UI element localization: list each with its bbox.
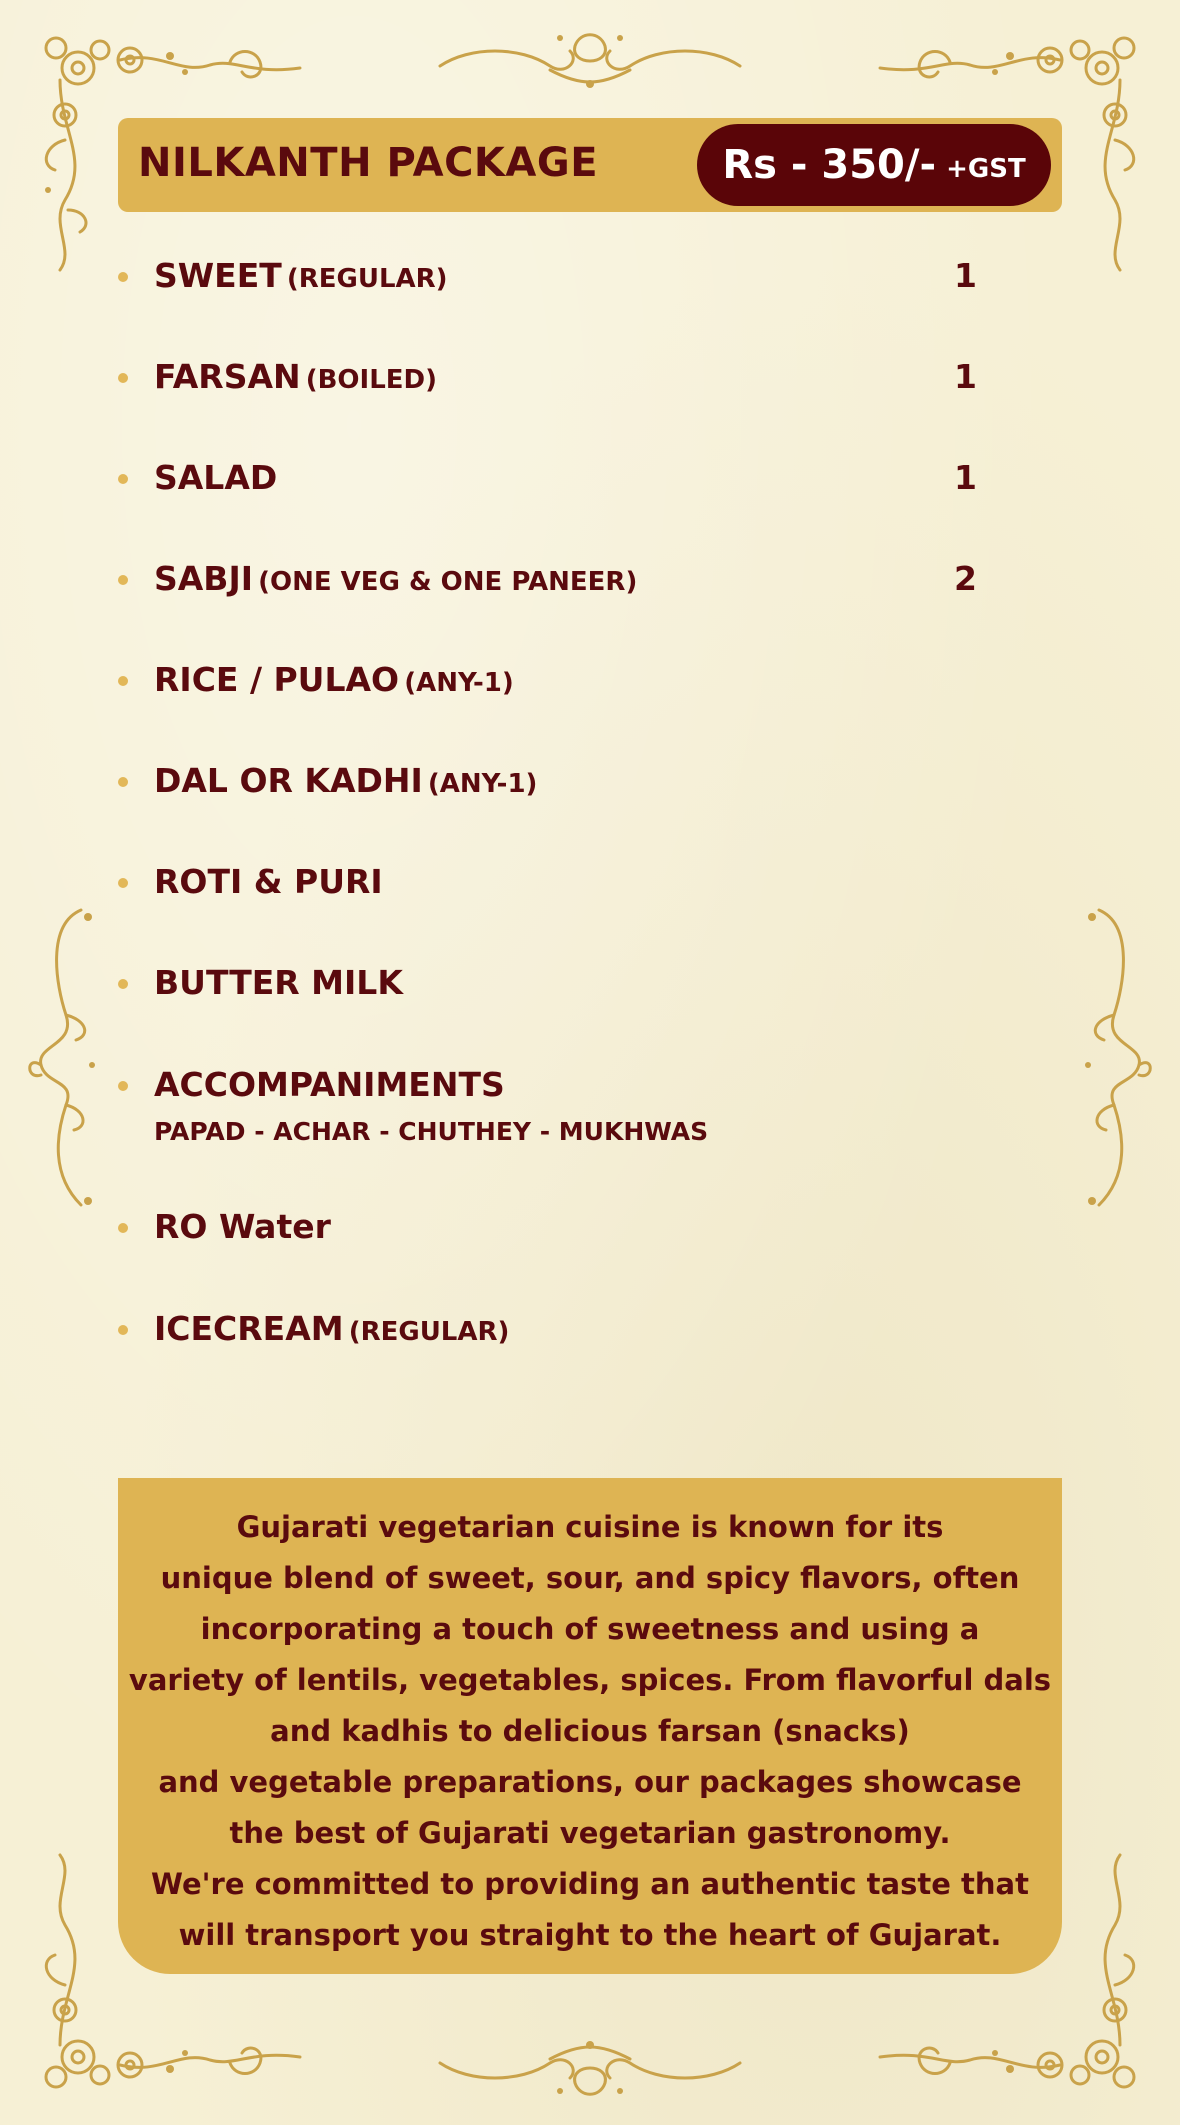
description-line: incorporating a touch of sweetness and using a (200, 1612, 980, 1646)
top-center-scroll-ornament (430, 26, 750, 96)
item-name: RO Water (154, 1207, 331, 1246)
item-name: SALAD (154, 458, 278, 497)
bullet-dot (118, 474, 128, 484)
price-gst-suffix: +GST (946, 154, 1026, 184)
item-note: (ANY-1) (404, 668, 514, 698)
description-line: unique blend of sweet, sour, and spicy flavors, often (160, 1561, 1020, 1595)
bullet-dot (118, 979, 128, 989)
bullet-dot (118, 373, 128, 383)
item-note: (BOILED) (305, 365, 438, 395)
item-name: SABJI (154, 559, 254, 598)
item-name: BUTTER MILK (154, 963, 403, 1002)
item-quantity: 1 (954, 458, 977, 497)
description-line: and kadhis to delicious farsan (snacks) (270, 1714, 910, 1748)
item-name: DAL OR KADHI (154, 761, 423, 800)
price-badge (697, 124, 1051, 206)
item-quantity: 2 (954, 559, 977, 598)
item-note: (REGULAR) (348, 1317, 510, 1347)
item-name: ACCOMPANIMENTS (154, 1065, 505, 1104)
item-note: (ANY-1) (427, 769, 538, 799)
description-line: We're committed to providing an authentic taste that (151, 1867, 1029, 1901)
bottom-center-scroll-ornament (430, 2033, 750, 2103)
bullet-dot (118, 777, 128, 787)
description-line: and vegetable preparations, our packages showcase (158, 1765, 1022, 1799)
description-line: the best of Gujarati vegetarian gastronomy. (229, 1816, 951, 1850)
package-price: Rs - 350/- (722, 142, 937, 188)
description-line: Gujarati vegetarian cuisine is known for its (236, 1510, 944, 1544)
bullet-dot (118, 575, 128, 585)
item-quantity: 1 (954, 357, 977, 396)
left-side-scroll-ornament (26, 905, 106, 1215)
item-name: FARSAN (154, 357, 301, 396)
item-name: ICECREAM (154, 1309, 344, 1348)
cuisine-description-box (118, 1478, 1062, 1974)
package-header (118, 118, 1062, 212)
bullet-dot (118, 272, 128, 282)
right-side-scroll-ornament (1074, 905, 1154, 1215)
bullet-dot (118, 676, 128, 686)
package-title: NILKANTH PACKAGE (138, 140, 599, 186)
item-name: SWEET (154, 256, 282, 295)
item-name: RICE / PULAO (154, 660, 400, 699)
item-note: (ONE VEG & ONE PANEER) (258, 567, 638, 597)
item-subtext: PAPAD - ACHAR - CHUTHEY - MUKHWAS (154, 1117, 709, 1146)
item-quantity: 1 (954, 256, 977, 295)
item-name: ROTI & PURI (154, 862, 383, 901)
bullet-dot (118, 878, 128, 888)
item-note: (REGULAR) (286, 264, 448, 294)
bullet-dot (118, 1081, 128, 1091)
description-text (118, 1502, 1062, 1961)
bullet-dot (118, 1223, 128, 1233)
bullet-dot (118, 1325, 128, 1335)
description-line: variety of lentils, vegetables, spices. From flavorful dals (128, 1663, 1052, 1697)
description-line: will transport you straight to the heart of Gujarat. (178, 1918, 1002, 1952)
